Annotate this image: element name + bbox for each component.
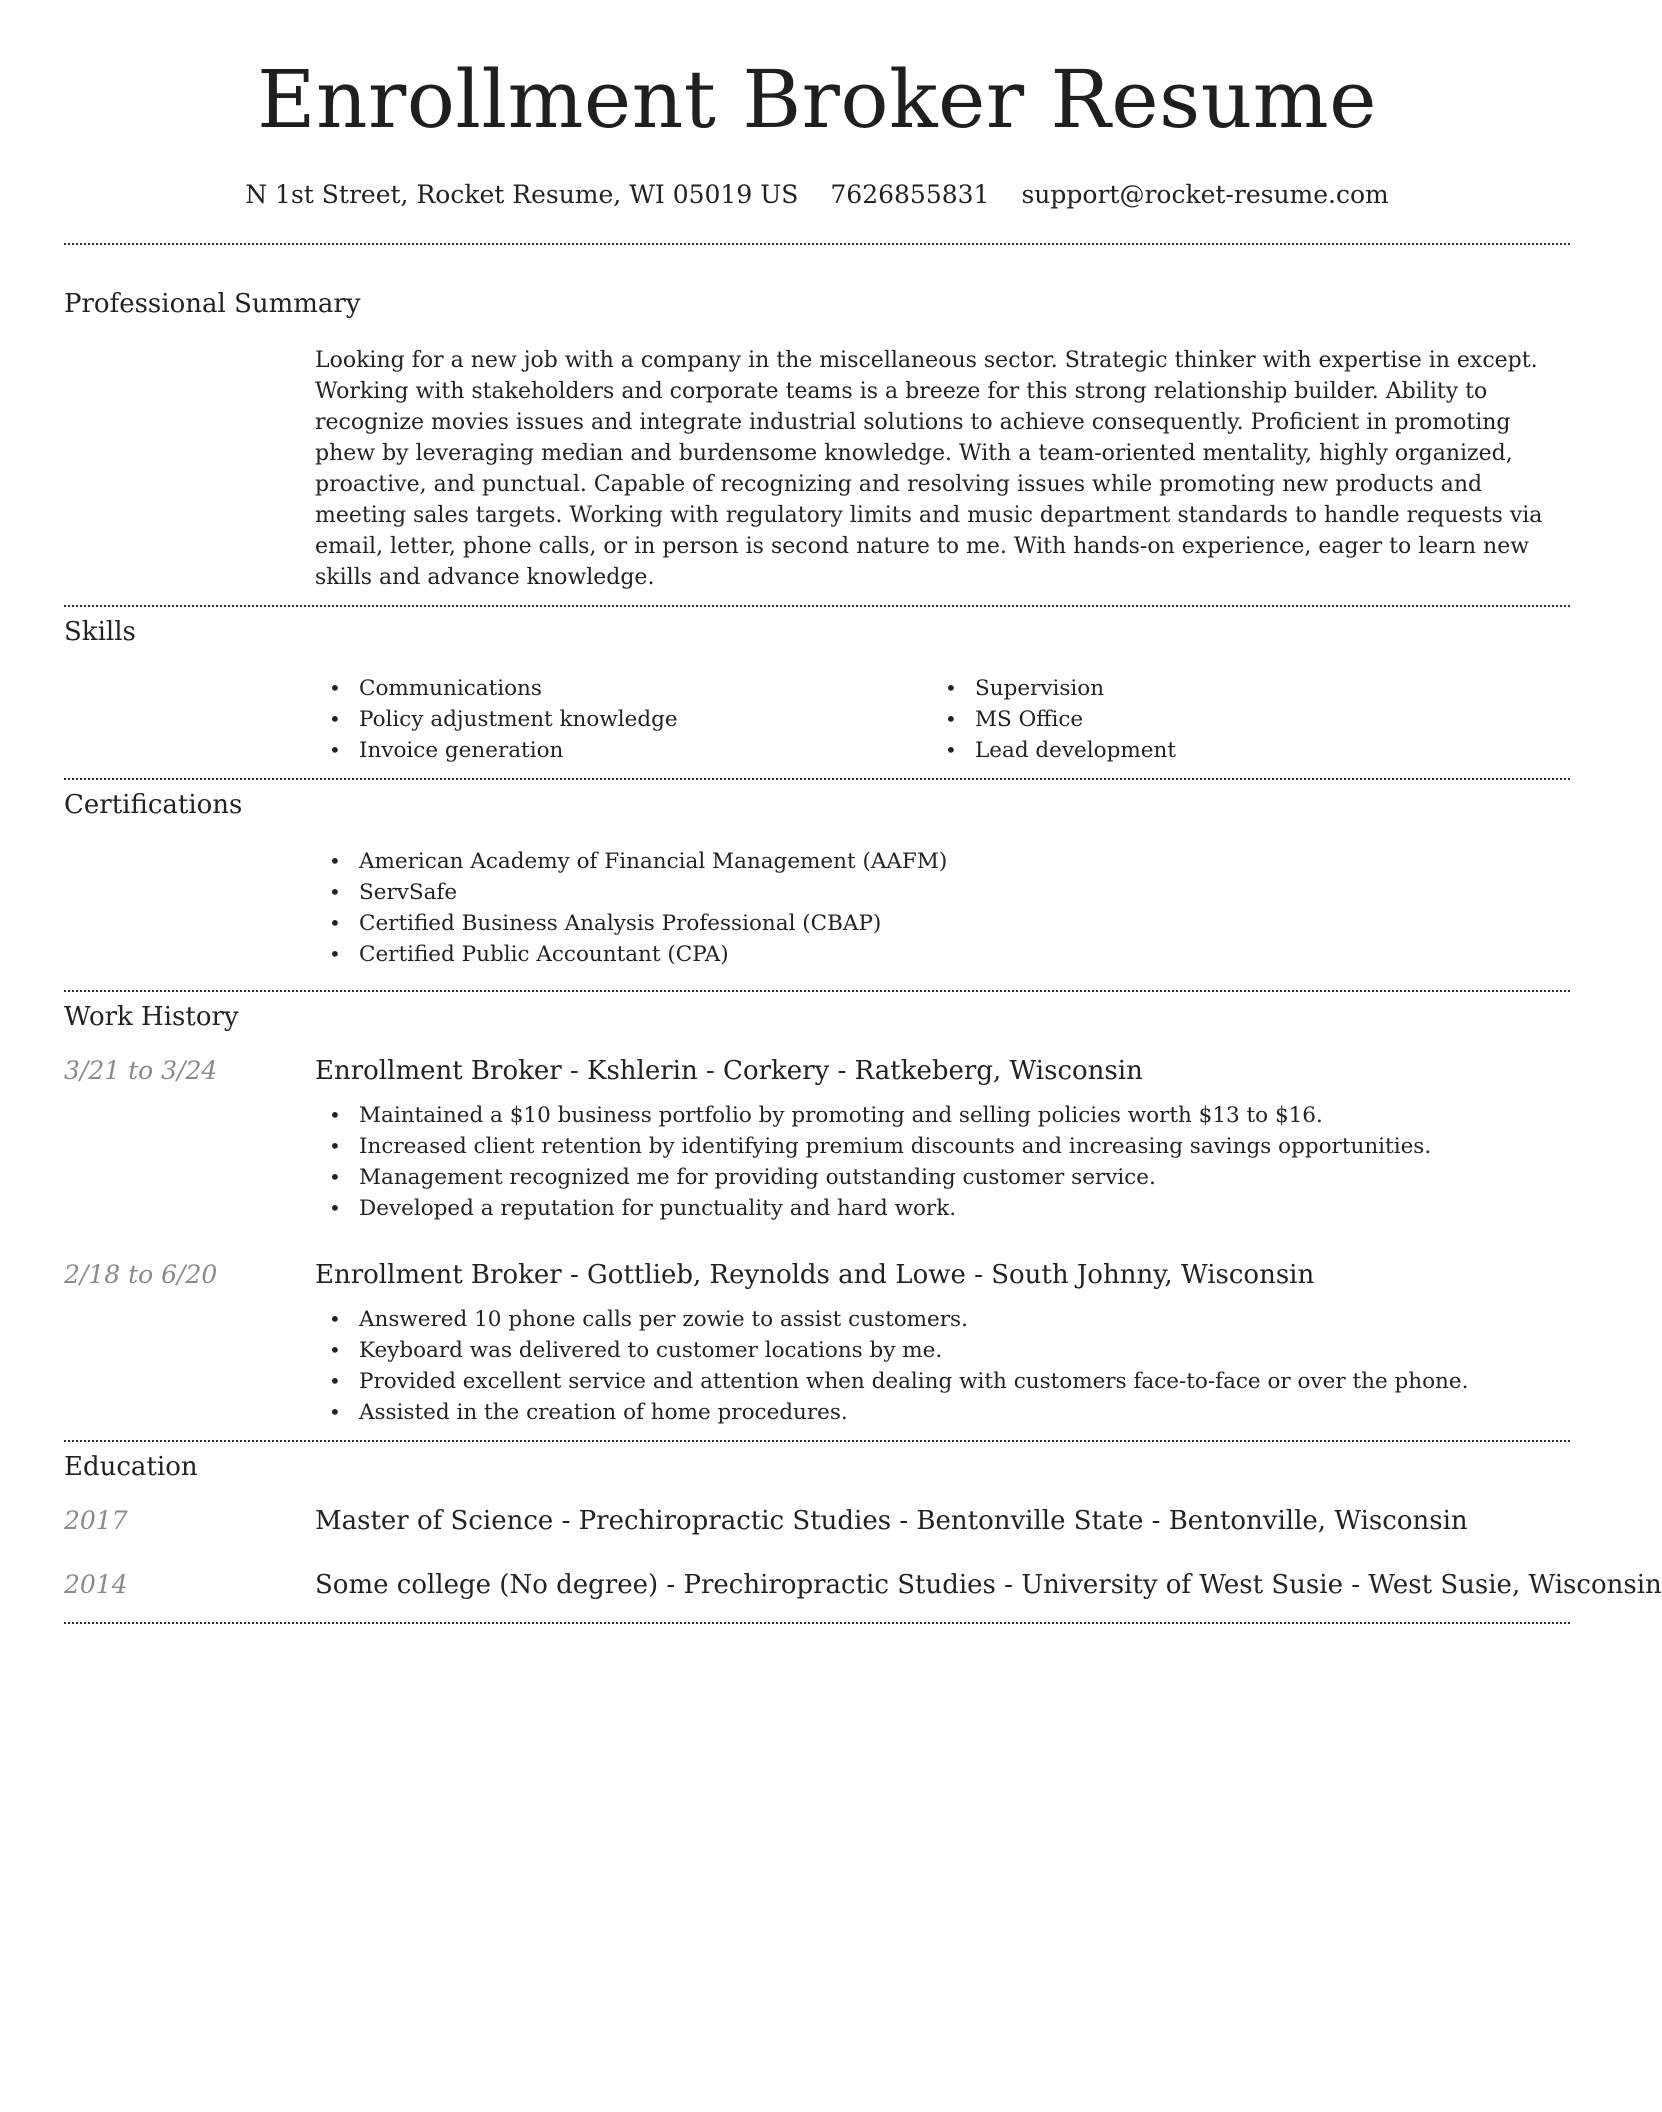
education-location: West Susie, Wisconsin [1368,1570,1662,1600]
job-dates: 3/21 to 3/24 [64,1056,218,1085]
job-title: Enrollment Broker [315,1056,562,1086]
job-bullets [315,1100,1570,1224]
job-separator: - [561,1056,588,1086]
job-header [64,1260,1570,1290]
education-field: Prechiropractic Studies [578,1506,892,1536]
education-degree: Master of Science [315,1506,554,1536]
job-separator: - [965,1260,992,1290]
job-bullet: • Developed a reputation for punctuality and hard work. [315,1193,1570,1224]
section-title-skills: Skills [64,617,136,647]
job-entry [64,1056,1570,1224]
divider [64,990,1570,992]
skill-item: • Invoice generation [315,735,931,766]
job-bullet: • Provided excellent service and attention when dealing with customers face-to-face or over the phone. [315,1366,1570,1397]
skill-item: • Policy adjustment knowledge [315,704,931,735]
job-bullet: • Keyboard was delivered to customer locations by me. [315,1335,1570,1366]
skill-item: • Supervision [931,673,1547,704]
summary-section [64,289,1570,593]
education-entry [64,1506,1570,1536]
divider [64,778,1570,780]
job-dates: 2/18 to 6/20 [64,1260,218,1289]
skill-item: • MS Office [931,704,1547,735]
job-bullet: • Answered 10 phone calls per zowie to assist customers. [315,1304,1570,1335]
job-separator: - [561,1260,588,1290]
education-year: 2017 [64,1506,128,1535]
skills-list [315,673,1570,766]
skills-column-left [315,673,931,766]
education-separator: - [1342,1570,1369,1600]
education-separator: - [553,1506,579,1536]
skills-column-right [931,673,1547,766]
job-location: South Johnny, Wisconsin [991,1260,1315,1290]
summary-text: Looking for a new job with a company in the miscellaneous sector. Strategic thinker with expertise in except. Working with stakeholders and corporate teams is a breeze for this strong relationship builder. Ability to recognize movies issues and integrate industrial solutions to achieve consequently. Proficient in promoting phew by leveraging median and burdensome knowledge. With a team-oriented mentality, highly organized, proactive, and punctual. Capable of recognizing and resolving issues while promoting new products and meeting sales targets. Working with regulatory limits and music department standards to handle requests via email, letter, phone calls, or in person is second nature to me. With hands-on experience, eager to learn new skills and advance knowledge. [315,348,1543,590]
job-title-line [315,1260,1314,1290]
education-separator: - [995,1570,1022,1600]
education-degree: Some college (No degree) [315,1570,659,1600]
education-separator: - [891,1506,917,1536]
job-title-line [315,1056,1143,1086]
education-section [64,1452,1662,1600]
certification-item: • ServSafe [315,877,1570,908]
divider [64,243,1570,245]
resume-title: Enrollment Broker Resume [257,53,1377,146]
job-bullets [315,1304,1570,1428]
divider [64,605,1570,607]
job-company: Kshlerin - Corkery [587,1056,830,1086]
contact-email: support@rocket-resume.com [1021,180,1389,209]
section-title-summary: Professional Summary [64,289,361,319]
education-field: Prechiropractic Studies [683,1570,996,1600]
job-bullet-list [315,1100,1570,1224]
certification-item: • Certified Public Accountant (CPA) [315,939,1570,970]
education-line [315,1570,1662,1600]
section-title-work: Work History [64,1002,239,1032]
education-entry [64,1570,1662,1600]
job-separator: - [829,1056,855,1086]
education-location: Bentonville, Wisconsin [1168,1506,1468,1536]
education-line [315,1506,1468,1536]
education-year: 2014 [64,1570,128,1599]
job-bullet: • Maintained a $10 business portfolio by promoting and selling policies worth $13 to $16. [315,1100,1570,1131]
education-school: Bentonville State [916,1506,1144,1536]
skill-item: • Communications [315,673,931,704]
job-company: Gottlieb, Reynolds and Lowe [587,1260,966,1290]
job-title: Enrollment Broker [315,1260,562,1290]
skill-item: • Lead development [931,735,1547,766]
job-bullet: • Management recognized me for providing outstanding customer service. [315,1162,1570,1193]
education-school: University of West Susie [1021,1570,1343,1600]
certifications-section [64,790,1570,970]
certifications-list [315,846,1570,970]
certification-item: • Certified Business Analysis Professional (CBAP) [315,908,1570,939]
contact-info [64,180,1570,209]
job-bullet: • Assisted in the creation of home procedures. [315,1397,1570,1428]
work-history-section [64,1002,1570,1428]
certification-item: • American Academy of Financial Management (AAFM) [315,846,1570,877]
certifications-items [315,846,1570,970]
divider [64,1622,1570,1624]
education-separator: - [658,1570,684,1600]
resume-page [64,0,1662,1624]
contact-address: N 1st Street, Rocket Resume, WI 05019 US [245,180,799,209]
job-entry [64,1260,1570,1428]
contact-phone: 7626855831 [830,180,990,209]
divider [64,1440,1570,1442]
section-title-certifications: Certifications [64,790,243,820]
skills-section [64,617,1570,766]
job-location: Ratkeberg, Wisconsin [854,1056,1143,1086]
job-bullet-list [315,1304,1570,1428]
job-header [64,1056,1570,1086]
job-bullet: • Increased client retention by identifying premium discounts and increasing savings opportunities. [315,1131,1570,1162]
education-separator: - [1143,1506,1169,1536]
section-title-education: Education [64,1452,198,1482]
